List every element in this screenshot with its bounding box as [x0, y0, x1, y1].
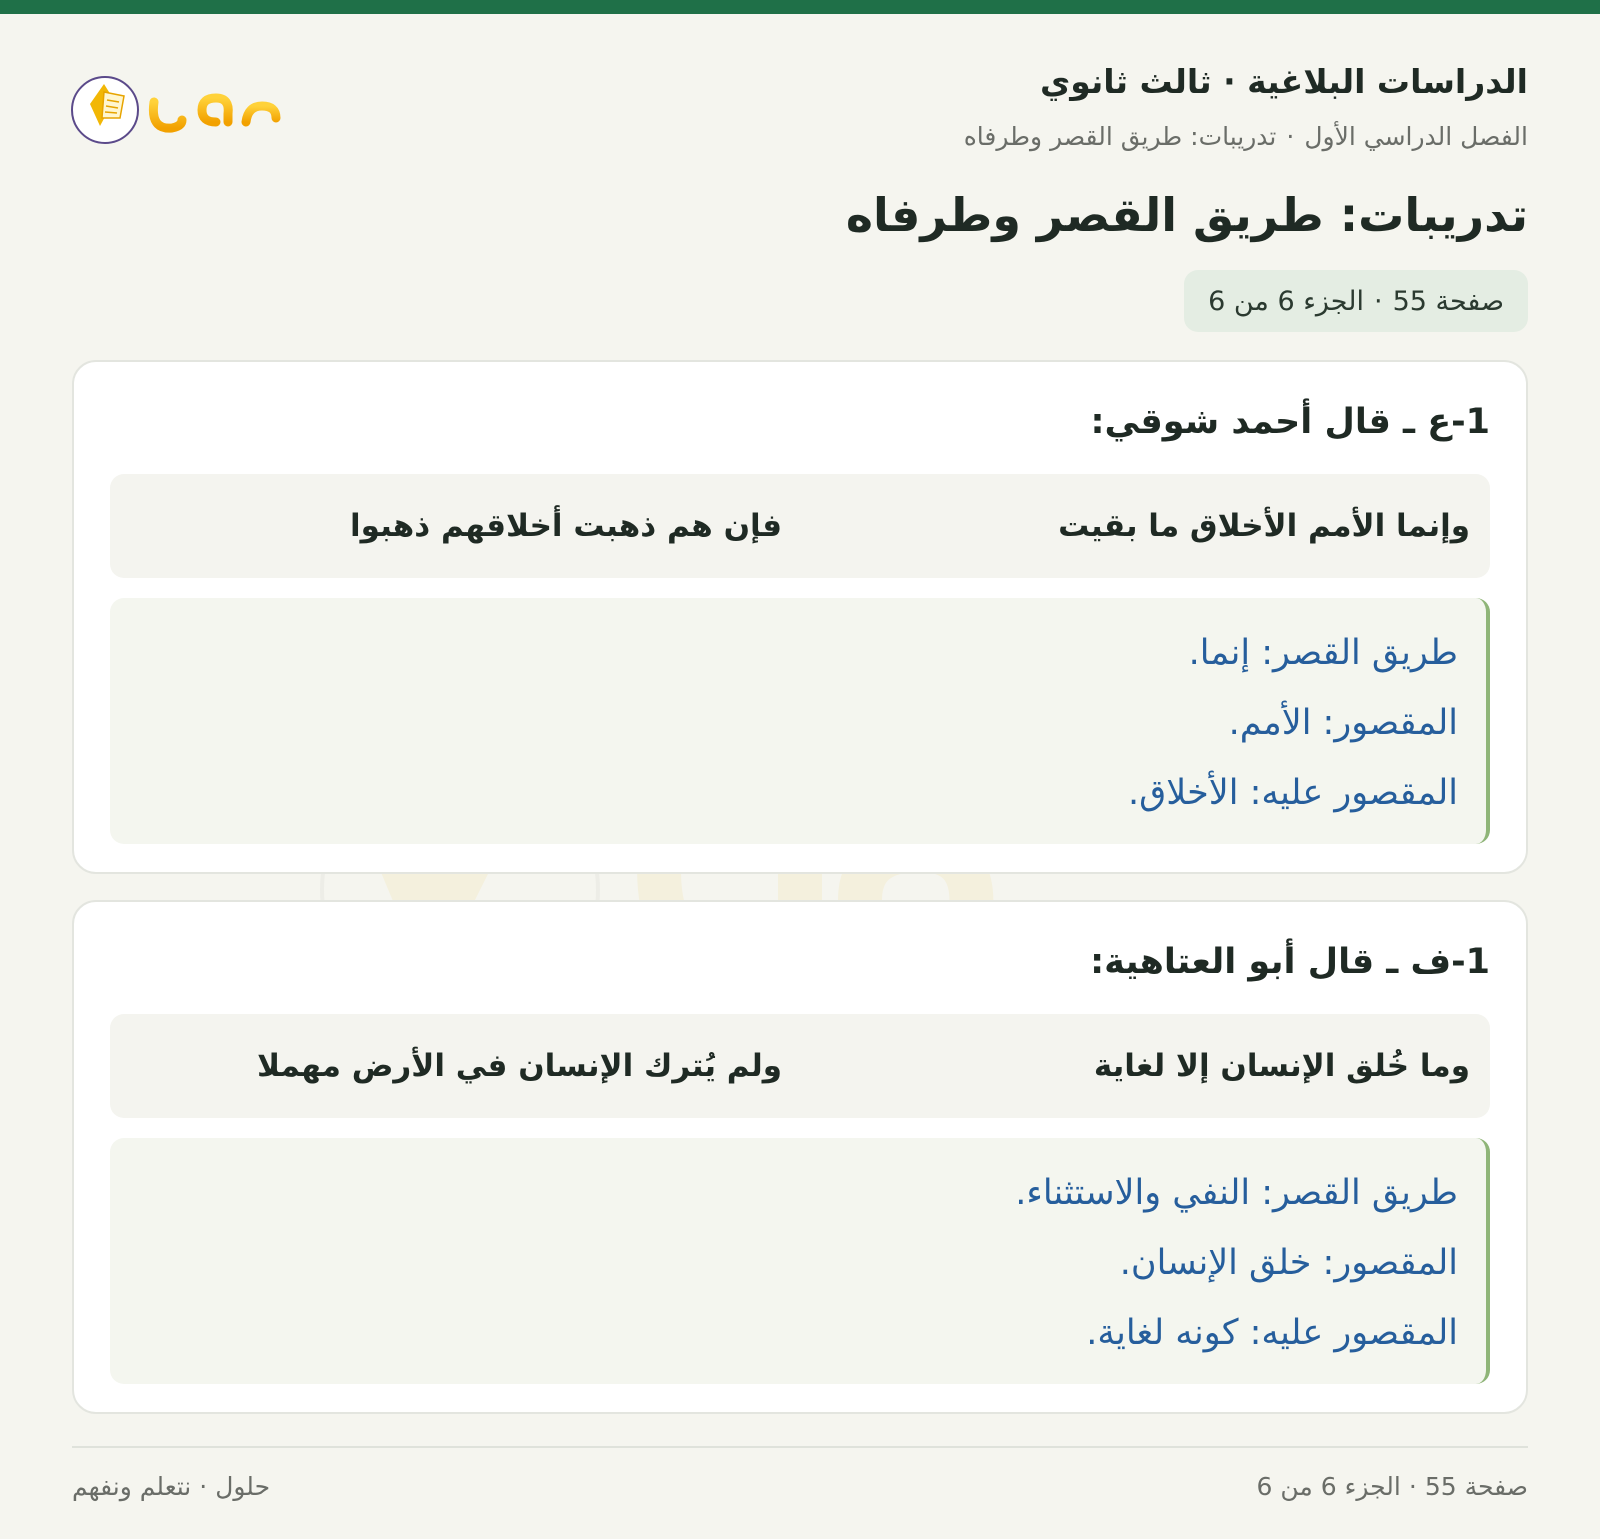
footer-brand-name: حلول — [215, 1472, 271, 1501]
answer-line: المقصور عليه: كونه لغاية. — [1086, 1313, 1458, 1353]
answer-box — [110, 1138, 1490, 1384]
verse-second-hemistich: فإن هم ذهبت أخلاقهم ذهبوا — [350, 508, 782, 544]
poem-verse — [110, 1014, 1490, 1118]
answer-line: المقصور: خلق الإنسان. — [1119, 1243, 1458, 1283]
exercise-heading: 1-ف ـ قال أبو العتاهية: — [1090, 942, 1490, 982]
page-info-badge — [1184, 270, 1528, 332]
breadcrumb-term: الفصل الدراسي الأول — [1304, 122, 1528, 151]
book-icon — [72, 77, 138, 143]
footer-part-number: الجزء 6 من 6 — [1256, 1472, 1401, 1501]
verse-first-hemistich: وإنما الأمم الأخلاق ما بقيت — [1058, 508, 1470, 544]
brand-wordmark — [153, 68, 280, 128]
page-title: تدريبات: طريق القصر وطرفاه — [845, 188, 1528, 242]
footer-brand — [72, 1472, 270, 1501]
exercise-card — [72, 360, 1528, 874]
answer-line: المقصور عليه: الأخلاق. — [1128, 773, 1458, 813]
page-info-separator: · — [1373, 285, 1383, 317]
part-number: الجزء 6 من 6 — [1208, 285, 1364, 317]
verse-second-hemistich: ولم يُترك الإنسان في الأرض مهملا — [256, 1048, 782, 1084]
footer-brand-separator: · — [199, 1472, 208, 1501]
answer-line: طريق القصر: النفي والاستثناء. — [1015, 1173, 1458, 1213]
footer-page-info — [1257, 1472, 1528, 1501]
footer-separator: · — [1408, 1472, 1417, 1501]
exercise-card — [72, 900, 1528, 1414]
breadcrumb-separator: · — [1286, 122, 1295, 151]
top-accent-bar — [0, 0, 1600, 14]
course-title: الدراسات البلاغية · ثالث ثانوي — [1039, 62, 1528, 101]
answer-line: المقصور: الأمم. — [1228, 703, 1458, 743]
exercise-heading: 1-ع ـ قال أحمد شوقي: — [1090, 402, 1490, 442]
breadcrumb — [964, 122, 1528, 151]
breadcrumb-section: تدريبات: طريق القصر وطرفاه — [963, 122, 1277, 151]
poem-verse — [110, 474, 1490, 578]
answer-box — [110, 598, 1490, 844]
footer-tagline: نتعلم ونفهم — [72, 1472, 192, 1501]
footer-page-number: صفحة 55 — [1424, 1472, 1528, 1501]
verse-first-hemistich: وما خُلق الإنسان إلا لغاية — [1093, 1048, 1470, 1084]
answer-line: طريق القصر: إنما. — [1188, 633, 1458, 673]
footer-divider — [72, 1446, 1528, 1448]
page-number: صفحة 55 — [1392, 285, 1504, 317]
brand-logo — [70, 62, 296, 152]
